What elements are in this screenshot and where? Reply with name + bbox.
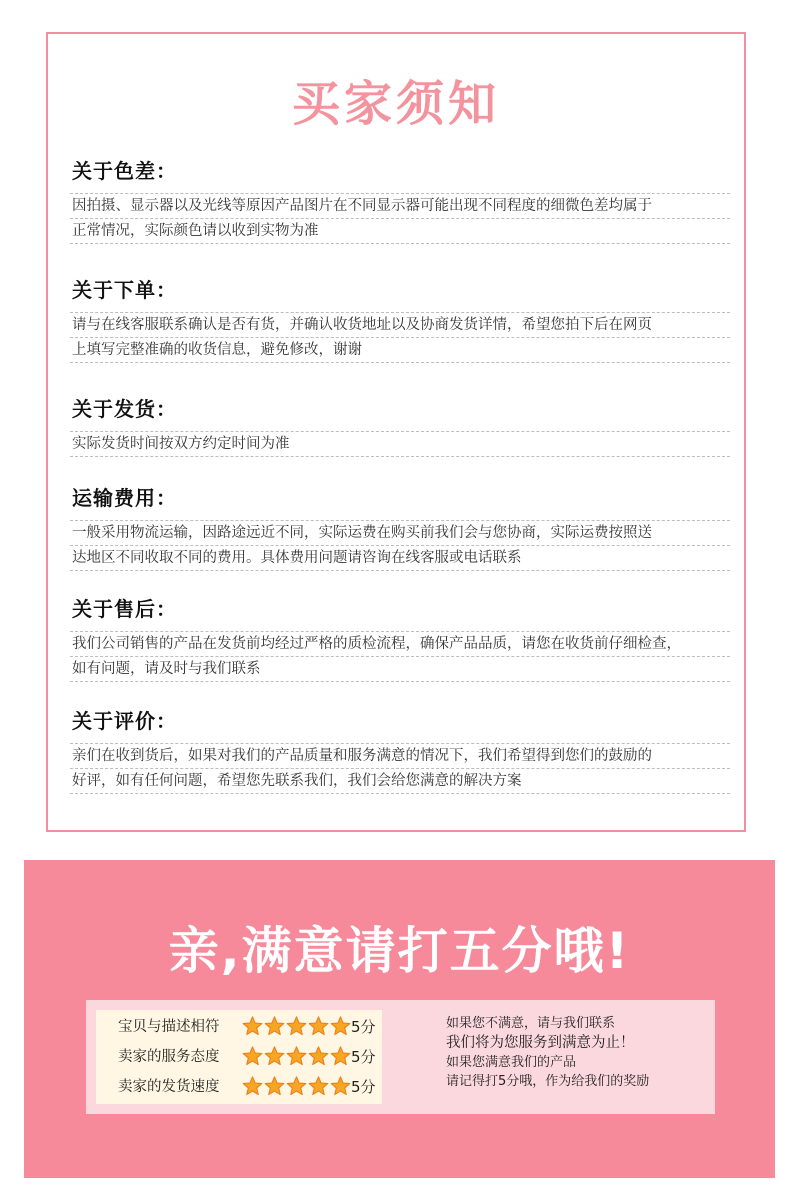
section-line: 请与在线客服联系确认是否有货，并确认收货地址以及协商发货详情，希望您拍下后在网页 [70, 313, 730, 338]
section-body [70, 743, 730, 794]
section-line: 达地区不同收取不同的费用。具体费用问题请咨询在线客服或电话联系 [70, 546, 730, 571]
section-shipping [70, 395, 730, 457]
section-body [70, 520, 730, 571]
section-heading: 关于售后： [72, 597, 177, 621]
star-icon [286, 1045, 307, 1067]
buyer-notice-panel [46, 32, 746, 832]
star-icon [308, 1045, 329, 1067]
satisfaction-message [446, 1014, 706, 1091]
rating-card [96, 1010, 382, 1104]
star-rating [242, 1045, 352, 1069]
section-line: 好评，如有任何问题，希望您先联系我们，我们会给您满意的解决方案 [70, 769, 730, 794]
rating-label: 宝贝与描述相符 [118, 1019, 220, 1035]
rating-row [96, 1074, 382, 1100]
section-heading: 关于下单： [72, 278, 177, 302]
section-body [70, 431, 730, 457]
section-line: 实际发货时间按双方约定时间为准 [70, 432, 730, 457]
section-color-difference [70, 157, 730, 244]
star-icon [242, 1075, 263, 1097]
section-heading: 关于发货： [72, 397, 177, 421]
rating-score: 5分 [351, 1078, 376, 1096]
rating-label: 卖家的服务态度 [118, 1049, 220, 1065]
section-body [70, 312, 730, 363]
section-after-sales [70, 595, 730, 682]
star-icon [308, 1015, 329, 1037]
section-line: 上填写完整准确的收货信息，避免修改，谢谢 [70, 338, 730, 363]
section-body [70, 193, 730, 244]
rating-row [96, 1044, 382, 1070]
section-line: 如有问题，请及时与我们联系 [70, 657, 730, 682]
rating-score: 5分 [351, 1048, 376, 1066]
message-line: 如果您不满意，请与我们联系 [446, 1016, 616, 1031]
star-icon [308, 1075, 329, 1097]
rating-panel [86, 1000, 715, 1114]
star-icon [286, 1015, 307, 1037]
rating-score: 5分 [351, 1018, 376, 1036]
star-icon [264, 1015, 285, 1037]
star-icon [330, 1045, 351, 1067]
star-rating [242, 1075, 352, 1099]
notice-title: 买家须知 [291, 76, 500, 132]
star-icon [330, 1015, 351, 1037]
star-icon [264, 1075, 285, 1097]
star-icon [286, 1075, 307, 1097]
section-reviews [70, 707, 730, 794]
section-line: 一般采用物流运输，因路途远近不同，实际运费在购买前我们会与您协商，实际运费按照送 [70, 521, 730, 546]
message-line: 我们将为您服务到满意为止！ [446, 1035, 635, 1051]
section-line: 亲们在收到货后，如果对我们的产品质量和服务满意的情况下，我们希望得到您们的鼓励的 [70, 744, 730, 769]
message-line: 如果您满意我们的产品 [446, 1055, 577, 1070]
section-heading: 运输费用： [72, 486, 177, 510]
section-body [70, 631, 730, 682]
section-heading: 关于色差： [72, 159, 177, 183]
star-icon [242, 1015, 263, 1037]
section-ordering [70, 276, 730, 363]
message-line: 请记得打5分哦，作为给我们的奖励 [446, 1074, 650, 1089]
star-rating [242, 1015, 352, 1039]
section-line: 我们公司销售的产品在发货前均经过严格的质检流程，确保产品品质，请您在收货前仔细检查， [70, 632, 730, 657]
section-line: 正常情况，实际颜色请以收到实物为准 [70, 219, 730, 244]
star-icon [330, 1075, 351, 1097]
star-icon [264, 1045, 285, 1067]
rating-row [96, 1014, 382, 1040]
section-line: 因拍摄、显示器以及光线等原因产品图片在不同显示器可能出现不同程度的细微色差均属于 [70, 194, 730, 219]
star-icon [242, 1045, 263, 1067]
rating-banner [24, 860, 775, 1178]
section-heading: 关于评价： [72, 709, 177, 733]
section-freight [70, 484, 730, 571]
rating-banner-title: 亲,满意请打五分哦! [168, 922, 631, 980]
rating-label: 卖家的发货速度 [118, 1079, 220, 1095]
